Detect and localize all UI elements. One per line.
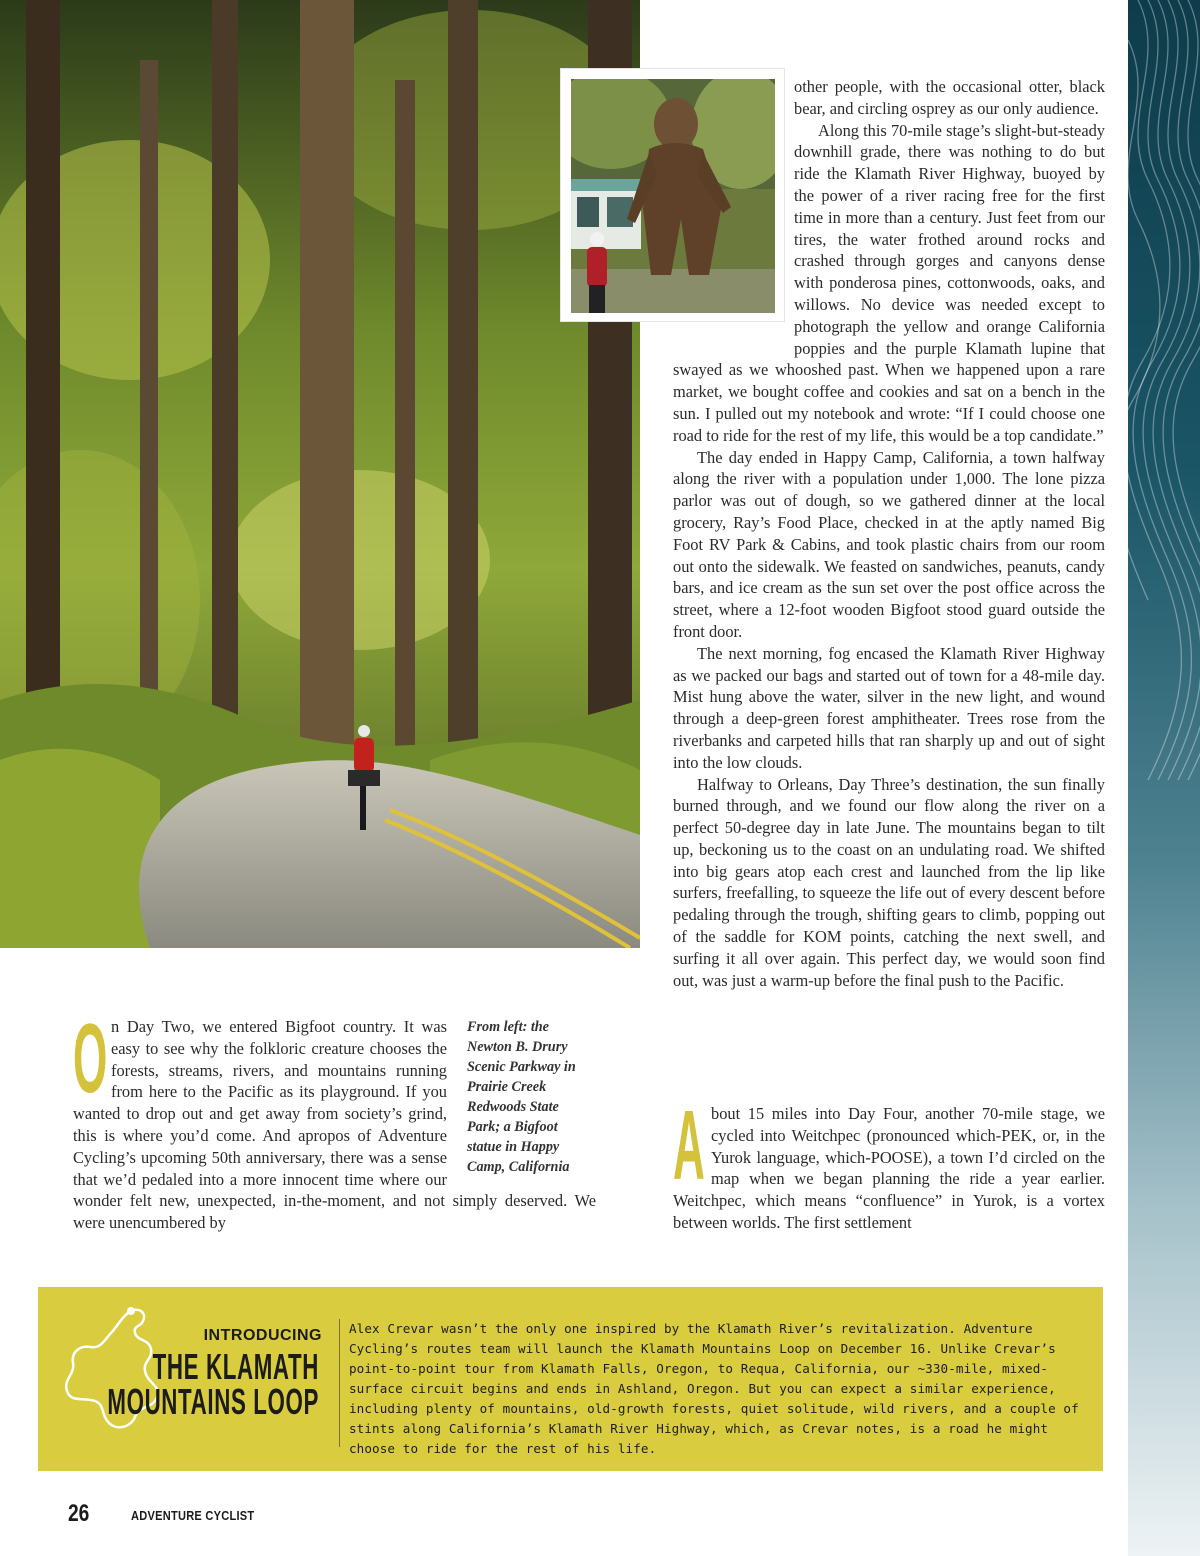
article-paragraph: bout 15 miles into Day Four, another 70-mile stage, we cycled into Weitchpec (pronounced which-PEK, or, in the Yurok language, which-POOSE), a town I’d circled on the map when we began planning the ride a year earlier. Weitchpec, which means “confluence” in Yurok, is a vortex between worlds. The first settlement — [673, 1104, 1105, 1232]
sidebar-body-text: Alex Crevar wasn’t the only one inspired by the Klamath River’s revitalization. Adventure Cycling’s routes team will launch the Klamath Mountains Loop on December 16. Unlike Crevar’s point-to-point tour from Klamath Falls, Oregon, to Requa, California, our ~330-mile, mixed-surface circuit begins and ends in Ashland, Oregon. But you can expect a similar experience, including plenty of mountains, old-growth forests, quiet solitude, wild rivers, and a couple of stints along California’s Klamath River Highway, which, as Crevar notes, is a road he might choose to ride for the rest of his life. — [349, 1321, 1079, 1456]
page-number: 26 — [68, 1500, 90, 1527]
sidebar-title: THE KLAMATH MOUNTAINS LOOP — [107, 1346, 319, 1422]
sidebar-kicker: INTRODUCING — [203, 1327, 322, 1344]
article-paragraph: Along this 70-mile stage’s slight-but-steady downhill grade, there was nothing to do but ride the Klamath River Highway, buoyed by the power of a river racing free for the first time in more than a century. Just feet from our tires, the water frothed around rocks and crashed through gorges and canyons dense with ponderosa pines, cottonwoods, oaks, and willows. No device was needed except to photograph the yellow and orange California poppies and the purple Klamath lupine that swayed as we whooshed past. When we happened upon a rare market, we bought coffee and cookies and sat on a bench in the sun. I pulled out my notebook and wrote: “If I could choose one road to ride for the rest of my life, this would be a top candidate.” — [673, 120, 1105, 445]
drop-cap-o: O — [73, 1003, 108, 1113]
sidebar-divider — [339, 1319, 340, 1447]
wave-lines-decoration — [1128, 0, 1200, 1556]
article-right-column-top — [673, 76, 1105, 991]
drop-cap-a: A — [673, 1090, 705, 1200]
article-paragraph: Halfway to Orleans, Day Three’s destination, the sun finally burned through, and we found our flow along the river on a perfect 50-degree day in late June. The mountains began to tilt up, beckoning us to the coast on an undulating road. We shifted into big gears atop each crest and launched from the lip like surfers, freefalling, to squeeze the life out of every descent before pedaling through the trough, shifting gears to climb, popping out of the saddle for KOM points, catching the next swell, and surfing it all over again. This perfect day, we would soon find out, was just a warm-up before the final push to the Pacific. — [673, 774, 1105, 990]
article-left-column — [73, 1003, 596, 1234]
article-right-column-bottom — [673, 1090, 1105, 1234]
photo-caption: From left: the Newton B. Drury Scenic Parkway in Prairie Creek Redwoods State Park; a Bigfoot statue in Happy Camp, California — [467, 1019, 576, 1175]
klamath-loop-sidebar — [38, 1287, 1103, 1471]
caption-wrap-space — [447, 1016, 596, 1174]
magazine-name: ADVENTURE CYCLIST — [131, 1508, 255, 1523]
article-paragraph: The day ended in Happy Camp, California, a town halfway along the river with a population under 1,000. The lone pizza parlor was out of dough, so we gathered dinner at the local grocery, Ray’s Food Place, checked in at the aptly named Big Foot RV Park & Cabins, and took plastic chairs from our room out onto the sidewalk. We feasted on sandwiches, peanuts, candy bars, and ice cream as the sun set over the post office across the street, where a 12-foot wooden Bigfoot stood guard outside the front door. — [673, 447, 1105, 641]
decorative-side-band — [1128, 0, 1200, 1556]
inset-photo-wrap-space — [673, 76, 794, 342]
article-paragraph: other people, with the occasional otter, black bear, and circling osprey as our only audience. — [794, 77, 1105, 118]
article-paragraph: n Day Two, we entered Bigfoot country. It was easy to see why the folkloric creature chooses the forests, streams, rivers, and mountains running from here to the Pacific as its playground. If you wanted to drop out and get away from society’s grind, this is where you’d come. And apropos of Adventure Cycling’s upcoming 50th anniversary, there was a sense that we’d pedaled into a more innocent time where our wonder felt new, unexpected, in-the-moment, and not simply deserved. We were unencumbered by — [73, 1017, 596, 1233]
article-paragraph: The next morning, fog encased the Klamath River Highway as we packed our bags and started out of town for a 48-mile day. Mist hung above the water, silver in the new light, and wound through a deep-green forest amphitheater. Trees rose from the riverbanks and carpeted hills that ran sharply up and out of sight into the low clouds. — [673, 643, 1105, 772]
forest-road-photo — [0, 0, 640, 948]
